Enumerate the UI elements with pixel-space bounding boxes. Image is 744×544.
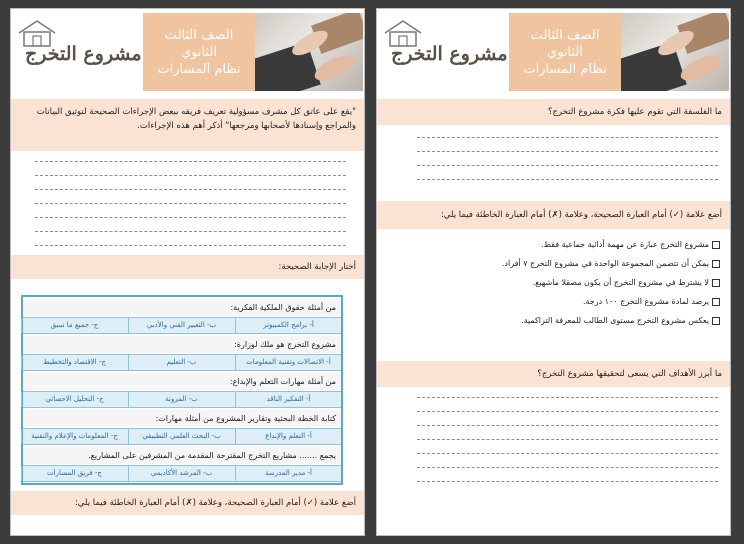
answer-line[interactable] [35, 161, 346, 162]
answer-line[interactable] [417, 151, 718, 152]
choose-title: أختار الإجابة الصحيحة: [278, 262, 356, 272]
mc-options-row [23, 354, 341, 371]
page-header [377, 9, 730, 95]
statement-text: لا يشترط في مشروع التخرج أن يكون مصقلا ماشهيع. [532, 278, 709, 287]
answer-line[interactable] [35, 189, 346, 190]
answer-line[interactable] [417, 425, 718, 426]
mc-option[interactable]: ب- المرونة [128, 392, 234, 407]
mc-option[interactable]: ج- المعلومات والإعلام والتقنية [21, 429, 127, 444]
worksheet-page-left [10, 8, 365, 536]
true-false-item [583, 296, 720, 308]
checkbox[interactable] [712, 241, 720, 249]
hands-laptop-image [255, 13, 363, 91]
mc-option[interactable]: أ- الاتصالات وتقنية المعلومات [235, 355, 341, 370]
title-line: الثانوي [181, 44, 217, 60]
mc-question: كتابة الخطة البحثية وتقارير المشروع من أمثلة مهارات: [23, 410, 341, 427]
header-photo [621, 13, 729, 91]
true-false-title: أضع علامة (✓) أمام العبارة الصحيحة، وعلامة (✗) أمام العبارة الخاطئة فيما يلي: [440, 210, 722, 220]
checkbox[interactable] [712, 317, 720, 325]
mc-options-row [23, 391, 341, 408]
mc-option[interactable]: ب- التعبير الفني والأدبي [128, 318, 234, 333]
true-false-item [541, 239, 720, 251]
checkbox[interactable] [712, 279, 720, 287]
answer-line[interactable] [417, 179, 718, 180]
title-line: نظام المسارات [523, 61, 607, 77]
logo-text: مشروع التخرج [25, 43, 142, 65]
page-header [11, 9, 364, 95]
mc-question: يجمع ....... مشاريع التخرج المقترحة المقدمة من المشرفين على المشاريع. [23, 447, 341, 464]
answer-line[interactable] [35, 203, 346, 204]
answer-line[interactable] [35, 231, 346, 232]
header-photo [255, 13, 363, 91]
worksheet-page-right [376, 8, 731, 536]
mc-question: من أمثلة حقوق الملكية الفكرية: [23, 299, 341, 316]
mc-option[interactable]: ب- التعليم [128, 355, 234, 370]
checkbox[interactable] [712, 260, 720, 268]
answer-line[interactable] [417, 165, 718, 166]
answer-line[interactable] [417, 481, 718, 482]
mc-options-row [23, 465, 341, 482]
mc-question: من أمثلة مهارات التعلم والإبداع: [23, 373, 341, 390]
multiple-choice-table [21, 295, 343, 485]
grade-title-box [143, 13, 255, 91]
mc-option[interactable]: أ- التعلم والإبداع [235, 429, 341, 444]
answer-line[interactable] [417, 411, 718, 412]
title-line: الثانوي [547, 44, 583, 60]
answer-line[interactable] [35, 175, 346, 176]
mc-option[interactable]: ج- فريق المسارات [21, 466, 127, 481]
answer-line[interactable] [35, 245, 346, 246]
mc-option[interactable]: أ- برامج الكمبيوتر [235, 318, 341, 333]
grade-title-box [509, 13, 621, 91]
answer-line[interactable] [417, 467, 718, 468]
mc-options-row [23, 317, 341, 334]
checkbox[interactable] [712, 298, 720, 306]
mc-option[interactable]: ج- الاقتصاد والتخطيط [21, 355, 127, 370]
mc-options-row [23, 428, 341, 445]
answer-line[interactable] [417, 453, 718, 454]
project-logo [15, 15, 141, 91]
true-false-item [502, 258, 720, 270]
mc-question: مشروع التخرج هو ملك لوزارة: [23, 336, 341, 353]
mc-option[interactable]: ب- المرشد الأكاديمي [128, 466, 234, 481]
statement-text: يعكس مشروع التخرج مستوى الطالب للمعرفة التراكمية. [521, 316, 709, 325]
question-text: ما أبرز الأهداف التي يسعى لتحقيقها مشروع التخرج؟ [537, 369, 722, 379]
true-false-item [521, 315, 720, 327]
title-line: الصف الثالث [164, 27, 234, 43]
logo-text: مشروع التخرج [391, 43, 508, 65]
answer-line[interactable] [417, 137, 718, 138]
project-logo [381, 15, 507, 91]
title-line: نظام المسارات [157, 61, 241, 77]
statement-text: يمكن أن تتضمن المجموعة الواحدة في مشروع التخرج ٧ أفراد. [501, 259, 709, 268]
mc-option[interactable]: ب- البحث العلمي التطبيقي [128, 429, 234, 444]
true-false-item [533, 277, 720, 289]
mc-option[interactable]: أ- مدير المدرسة [235, 466, 341, 481]
answer-line[interactable] [417, 439, 718, 440]
mc-option[interactable]: ج- التحليل الاحصائي [21, 392, 127, 407]
hands-laptop-image [621, 13, 729, 91]
statement-text: يرصد لمادة مشروع التخرج ١٠٠ درجة. [583, 297, 709, 306]
answer-line[interactable] [417, 397, 718, 398]
mc-option[interactable]: أ- التفكير الناقد [235, 392, 341, 407]
mc-option[interactable]: ج- جميع ما سبق [21, 318, 127, 333]
statement-text: مشروع التخرج عبارة عن مهمة أدائية جماعية فقط. [541, 240, 709, 249]
true-false-title: أضع علامة (✓) أمام العبارة الصحيحة، وعلامة (✗) أمام العبارة الخاطئة فيما يلي: [74, 498, 356, 508]
question-text: "يقع على عاتق كل مشرف مسؤولية تعريف فريقه ببعض الإجراءات الصحيحة لتوثيق البيانات والمراجع وإسنادها لأصحابها ومرجعها" أذكر أهم هذه الإجراءات. [36, 107, 356, 131]
answer-line[interactable] [35, 217, 346, 218]
title-line: الصف الثالث [530, 27, 600, 43]
question-text: ما الفلسفة التي تقوم عليها فكرة مشروع التخرج؟ [547, 107, 722, 117]
